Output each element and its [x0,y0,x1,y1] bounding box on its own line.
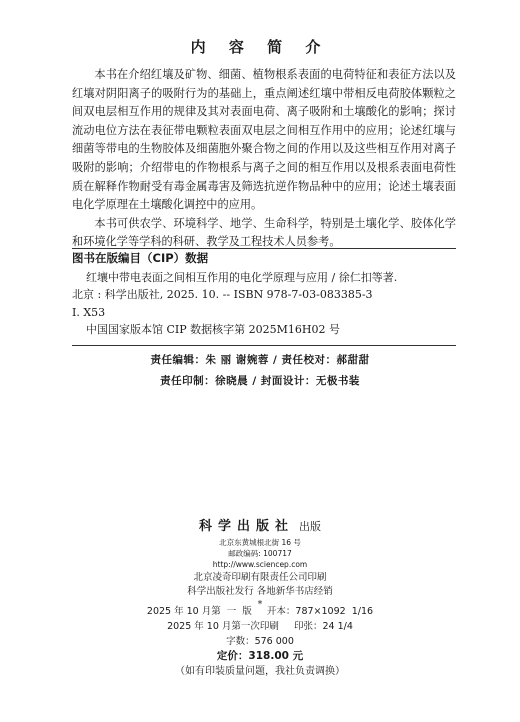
price: 定价：318.00 元 [216,650,304,662]
summary-paragraph: 本书在介绍红壤及矿物、细菌、植物根系表面的电荷特征和表征方法以及红壤对阴阳离子的吸附行为的基础上，重点阐述红壤中带相反电荷胶体颗粒之间双电层相互作用的规律及其对表面电荷、离子吸附和土壤酸化的影响；探讨流动电位方法在表征带电颗粒表面双电层之间相互作用中的应用；论述红壤与细菌等带电的生物胶体及细菌胞外聚合物之间的作用以及这些相互作用对离子吸附的影响；介绍带电的作物根系与离子之间的相互作用以及根系表面电荷性质在解释作物耐受有毒金属毒害及筛选抗逆作物品种中的应用；论述土壤表面电化学原理在土壤酸化调控中的应用。 [72,68,456,212]
divider-top [72,248,456,249]
publisher-block [0,515,520,611]
summary-title: 内 容 简 介 [190,38,330,56]
printing: 2025 年 10 月第一次印刷 [167,621,279,632]
cip-classification: Ⅰ. X53 [72,305,106,319]
sheets: 印张：24 1/4 [294,621,353,632]
publisher-suffix: 出版 [299,520,322,533]
cip-block [72,250,456,339]
summary-body [72,66,456,252]
edition: 2025 年 10 月第 一 版 [146,606,252,617]
cip-heading: 图书在版编目（CIP）数据 [72,251,209,265]
word-count: 字数：576 000 [226,636,294,647]
separator-star: * [257,600,263,610]
quality-notice: （如有印装质量问题，我社负责调换） [175,666,345,677]
publisher-website: http://www.sciencep.com [212,560,308,569]
credits-production: 责任印制：徐晓晨 / 封面设计：无极书装 [160,375,360,387]
spec-row-edition [0,604,520,619]
publisher-address: 北京东黄城根北街 16 号 [219,538,301,547]
printer: 北京凌奇印刷有限责任公司印刷 [193,572,327,583]
credits-editors: 责任编辑：朱 丽 谢婉蓉 / 责任校对：郝甜甜 [150,354,370,366]
publisher-line [0,515,520,534]
divider-bottom [72,345,456,346]
spec-row-printing [0,619,520,634]
cip-publication: 北京 : 科学出版社, 2025. 10. -- ISBN 978-7-03-083385-3 [72,288,373,301]
print-specs [0,604,520,679]
publisher-postcode: 邮政编码: 100717 [228,549,292,558]
format: 开本：787×1092 1/16 [266,606,374,617]
cip-record-number: 中国国家版本馆 CIP 数据核字第 2025M16H02 号 [86,323,340,336]
summary-paragraph: 本书可供农学、环境科学、地学、生命科学，特别是土壤化学、胶体化学和环境化学等学科的科研、教学及工程技术人员参考。 [72,216,456,249]
cip-book-title: 红壤中带电表面之间相互作用的电化学原理与应用 / 徐仁扣等著. [86,270,398,284]
publisher-logo: 科学出版社 [198,519,294,534]
distribution: 科学出版社发行 各地新华书店经销 [187,586,333,597]
